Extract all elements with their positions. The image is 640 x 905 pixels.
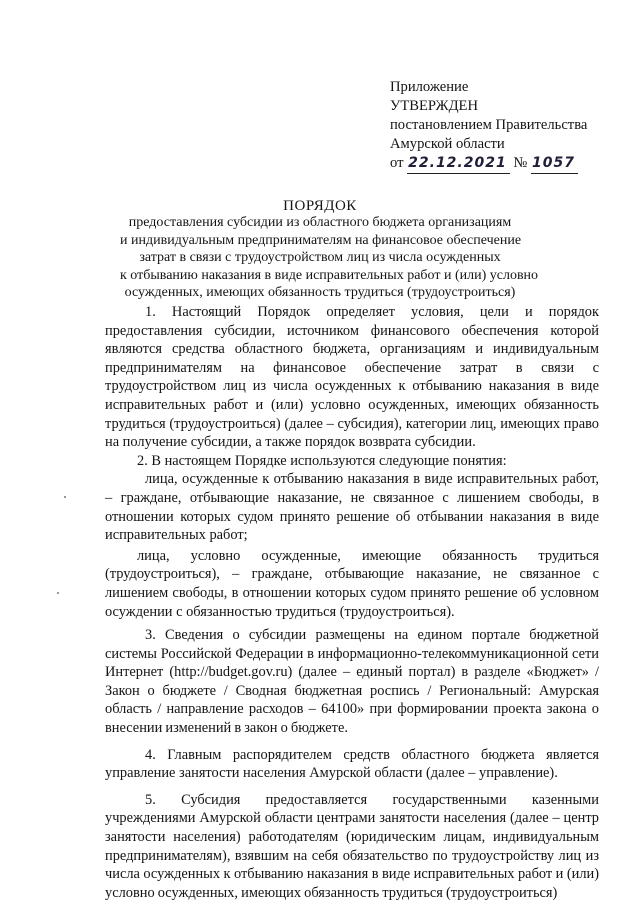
resolution-label: постановлением Правительства [390, 117, 588, 133]
definition-1: лица, осужденные к отбыванию наказания в виде исправительных работ, – граждане, отбывающие наказание, не связанное с лишением свободы, в отношении которых судом принято решение об отбывании наказания в виде исправительных работ; [105, 471, 599, 544]
subtitle-line: осужденных, имеющих обязанность трудиться (трудоустроиться) [124, 285, 516, 301]
paragraph-2: 2. В настоящем Порядке используются следующие понятия: [137, 452, 507, 469]
appendix-label: Приложение [390, 79, 469, 95]
document-subtitle [120, 214, 539, 302]
subtitle-line: к отбыванию наказания в виде исправительных работ и (или) условно [120, 267, 539, 283]
region-label: Амурской области [390, 136, 505, 152]
approval-block [390, 78, 587, 174]
date-prefix: от [390, 155, 404, 171]
subtitle-line: и индивидуальным предпринимателям на финансовое обеспечение [120, 232, 522, 248]
definition-2: лица, условно осужденные, имеющие обязанность трудиться (трудоустроиться), – граждане, отбывающие наказание, не связанное с лишением свободы, в отношении которых судом принято решение об условном осуждении с обязанностью трудиться (трудоустроиться). [105, 547, 599, 620]
approved-label: УТВЕРЖДЕН [390, 98, 478, 114]
handwritten-number: 1057 [531, 155, 575, 171]
date-number-line [390, 154, 587, 174]
paragraph-3: 3. Сведения о субсидии размещены на едином портале бюджетной системы Российской Федерации в информационно-телекоммуникационной сети Интернет (http://budget.gov.ru) (далее – единый портал) в разделе «Бюджет» / Закон о бюджете / Сводная бюджетная роспись / Региональный: Амурская область / направление расходов – 64100» при формировании проекта закона о внесении изменений в закон о бюджете. [105, 627, 599, 737]
paragraph-5: 5. Субсидия предоставляется государственными казенными учреждениями Амурской области центрами занятости населения (далее – центр занятости населения) работодателям (юридическим лицам, индивидуальным предпринимателям), взявшим на себя обязательство по трудоустройству лиц из числа осужденных к отбыванию наказания в виде исправительных работ и (или) условно осужденных, имеющих обязанность трудиться (трудоустроиться) [105, 791, 599, 901]
scan-speck [57, 592, 59, 594]
scan-speck [64, 496, 66, 498]
document-title: ПОРЯДОК [283, 198, 357, 214]
paragraph-4: 4. Главным распорядителем средств областного бюджета является управление занятости населения Амурской области (далее – управление). [105, 746, 599, 782]
handwritten-date: 22.12.2021 [408, 155, 507, 171]
subtitle-line: предоставления субсидии из областного бюджета организациям [128, 215, 512, 230]
subtitle-line: затрат в связи с трудоустройством лиц из числа осужденных [139, 250, 501, 266]
number-sign: № [513, 155, 528, 171]
paragraph-1: 1. Настоящий Порядок определяет условия, цели и порядок предоставления субсидии, источником финансового обеспечения которой являются средства областного бюджета, организациям и индивидуальным предпринимателям на финансовое обеспечение затрат в связи с трудоустройством лиц из числа осужденных к отбыванию наказания в виде исправительных работ и (или) условно осужденных, имеющих обязанность трудиться (трудоустроиться) (далее – субсидия), категории лиц, имеющих право на получение субсидии, а также порядок возврата субсидии. [105, 304, 599, 451]
document-body [105, 303, 599, 902]
